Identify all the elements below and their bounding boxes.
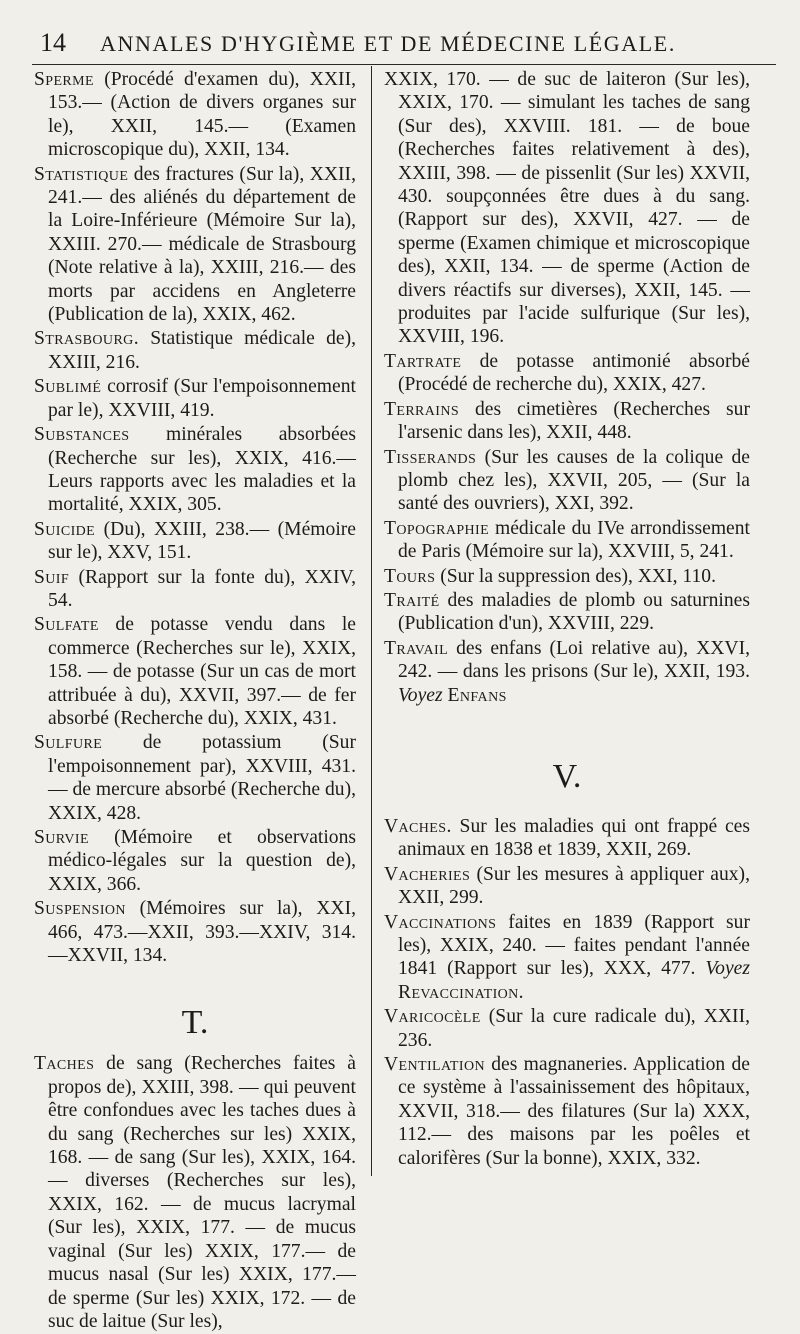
entry-text: (Sur les causes de la colique de plomb chez les), XXVII, 205, — (Sur la santé des ouvriers), XXI, 392. — [398, 446, 750, 515]
entry-text: Sur les maladies qui ont frappé ces animaux en 1838 et 1839, XXII, 269. — [398, 815, 750, 861]
entry-text: des enfans (Loi relative au), XXVI, 242. — dans les prisons (Sur le), XXII, 193. — [398, 637, 750, 683]
index-entry — [34, 1052, 356, 1333]
left-column — [34, 68, 356, 1334]
right-entries-bottom — [384, 815, 750, 1170]
entry-headword: Tartrate — [384, 350, 462, 372]
entry-headword: Sulfure — [34, 732, 103, 754]
section-letter-t: T. — [181, 1004, 209, 1042]
column-divider — [371, 66, 372, 1176]
entry-headword: Statistique — [34, 163, 129, 185]
index-entry — [384, 565, 750, 588]
entry-headword: Suicide — [34, 518, 96, 540]
entry-headword: Sulfate — [34, 614, 99, 636]
entry-text: faites en 1839 (Rapport sur les), XXIX, 240. — faites pendant l'année 1841 (Rapport sur les), XXX, 477. — [398, 911, 750, 980]
index-entry — [384, 1005, 750, 1052]
entry-text: minérales absorbées (Recherche sur les), XXIX, 416.— Leurs rapports avec les maladies et la mortalité, XXIX, 305. — [48, 424, 356, 516]
index-entry — [34, 518, 356, 565]
entry-headword: Substances — [34, 424, 130, 446]
index-entry — [34, 375, 356, 422]
index-entry — [384, 517, 750, 564]
page-number: 14 — [40, 28, 66, 57]
right-entries-top — [384, 68, 750, 707]
entry-headword: Varicocèle — [384, 1006, 481, 1028]
entry-headword: Suif — [34, 566, 70, 588]
entry-headword: Travail — [384, 637, 449, 659]
index-entry — [34, 327, 356, 374]
entry-headword: Strasbourg. — [34, 328, 139, 350]
entry-cross-reference: Enfans — [447, 684, 507, 706]
section-letter-v: V. — [552, 757, 582, 795]
page-header — [40, 28, 780, 62]
entry-text: (Du), XXIII, 238.— (Mémoire sur le), XXV, 151. — [48, 518, 357, 564]
entry-headword: Vaccinations — [384, 911, 497, 933]
entry-text: (Sur la suppression des), XXI, 110. — [440, 565, 716, 587]
entry-text: de sang (Recherches faites à propos de), XXIII, 398. — qui peuvent être confondues avec les taches dues à du sang (Recherches sur les) XXIX, 168. — de sang (Sur les), XXIX, 164. — diverses (Recherches sur les), XXIX, 162. — de mucus lacrymal (Sur les), XXIX, 177. — de mucus vaginal (Sur les) XXIX, 177.— de mucus nasal (Sur les) XXIX, 177.— de sperme (Sur les) XXIX, 172. — de suc de laitue (Sur les), — [48, 1053, 356, 1332]
entry-text: des maladies de plomb ou saturnines (Publication d'un), XXVIII, 229. — [398, 589, 750, 635]
entry-headword: Topographie — [384, 517, 490, 539]
index-entry — [384, 446, 750, 516]
index-entry — [34, 163, 356, 327]
entry-text: (Rapport sur la fonte du), XXIV, 54. — [48, 566, 356, 611]
running-title: ANNALES D'HYGIÈME ET DE MÉDECINE LÉGALE. — [100, 31, 676, 56]
entry-headword: Sperme — [34, 69, 94, 90]
entry-headword: Vaches. — [384, 815, 452, 837]
entry-text: médicale du IVe arrondissement de Paris (Mémoire sur la), XXVIII, 5, 241. — [398, 517, 750, 563]
header-rule — [32, 64, 776, 65]
entry-headword: Sublimé — [34, 376, 102, 398]
entry-text: XXIX, 170. — de suc de laiteron (Sur les), XXIX, 170. — simulant les taches de sang (Sur des), XXVIII. 181. — de boue (Recherches faites relativement à des), XXIII, 398. — de pissenlit (Sur les) XXVII, 430. soupçonnées être dues à du sang. (Rapport sur des), XXVII, 427. — de sperme (Examen chimique et microscopique des), XXII, 134. — de sperme (Action de divers réactifs sur diverses), XXII, 145. — produites par l'acide sulfurique (Sur les), XXVIII, 196. — [384, 69, 750, 348]
entry-see-also: Voyez — [398, 684, 443, 706]
index-entry — [384, 398, 750, 445]
entry-text: (Sur les mesures à appliquer aux), XXII, 299. — [398, 863, 750, 909]
index-entry — [384, 911, 750, 1005]
index-entry — [384, 637, 750, 707]
right-column — [384, 68, 750, 1171]
entry-text: (Mémoire et observations médico-légales sur la question de), XXIX, 366. — [48, 827, 356, 895]
entry-headword: Ventilation — [384, 1054, 485, 1076]
index-entry — [384, 1053, 750, 1170]
entry-headword: Tours — [384, 565, 436, 587]
index-entry — [384, 68, 750, 349]
entry-text: corrosif (Sur l'empoisonnement par le), XXVIII, 419. — [48, 376, 356, 421]
entry-text: des cimetières (Recherches sur l'arsenic dans les), XXII, 448. — [398, 398, 751, 444]
entry-headword: Survie — [34, 827, 89, 848]
entry-text: (Mémoires sur la), XXI, 466, 473.—XXII, 393.—XXIV, 314. —XXVII, 134. — [48, 898, 356, 967]
index-entry — [384, 350, 750, 397]
index-entry — [384, 589, 750, 636]
entry-text: de potasse vendu dans le commerce (Recherches sur le), XXIX, 158. — de potasse (Sur un cas de mort attribuée à du), XXVII, 397.— de fer absorbé (Recherche du), XXIX, 431. — [48, 614, 356, 729]
entry-headword: Suspension — [34, 898, 126, 920]
entry-headword: Vacheries — [384, 863, 471, 885]
index-entry — [34, 826, 356, 896]
entry-cross-reference: Revaccination. — [398, 981, 524, 1003]
entry-text: de potassium (Sur l'empoisonnement par), XXVIII, 431.— de mercure absorbé (Recherche du), XXIX, 428. — [48, 732, 356, 824]
entry-headword: Traité — [384, 589, 440, 611]
index-entry — [384, 815, 750, 862]
index-entry — [34, 423, 356, 517]
entry-headword: Terrains — [384, 398, 460, 420]
index-entry — [34, 897, 356, 967]
entry-text: des fractures (Sur la), XXII, 241.— des aliénés du département de la Loire-Inférieure (Mémoire Sur la), XXIII. 270.— médicale de Strasbourg (Note relative à la), XXIII, 216.— des morts par accidens en Angleterre (Publication de la), XXIX, 462. — [48, 163, 356, 326]
left-entries-top — [34, 68, 356, 967]
entry-text: (Procédé d'examen du), XXII, 153.— (Action de divers organes sur le), XXII, 145.— (Examen microscopique du), XXII, 134. — [48, 69, 356, 161]
entry-text: de potasse antimonié absorbé (Procédé de recherche du), XXIX, 427. — [398, 350, 750, 396]
index-entry — [34, 731, 356, 825]
entry-text: (Sur la cure radicale du), XXII, 236. — [398, 1006, 750, 1051]
entry-headword: Taches — [34, 1053, 95, 1075]
entry-headword: Tisserands — [384, 446, 477, 468]
index-entry — [34, 566, 356, 613]
index-entry — [384, 863, 750, 910]
index-entry — [34, 613, 356, 730]
left-entries-bottom — [34, 1052, 356, 1333]
entry-see-also: Voyez — [705, 958, 750, 980]
entry-text: des magnaneries. Application de ce système à l'assainissement des hôpitaux, XXVII, 318.— des filatures (Sur la) XXX, 112.— des maisons par les poêles et calorifères (Sur la bonne), XXIX, 332. — [398, 1054, 750, 1169]
index-entry — [34, 68, 356, 162]
entry-text: Statistique médicale de), XXIII, 216. — [48, 328, 356, 373]
